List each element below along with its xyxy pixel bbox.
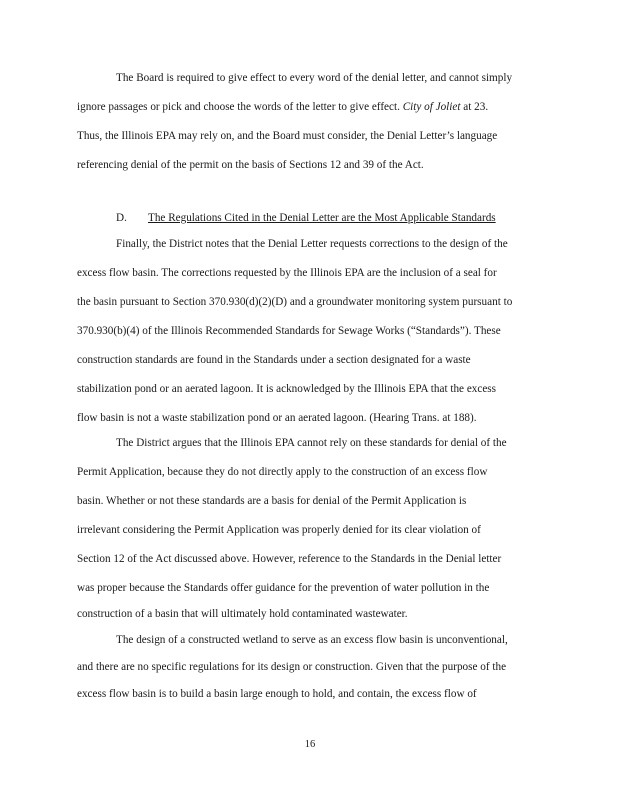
- page-number: 16: [304, 739, 316, 750]
- text-segment: ignore passages or pick and choose the words of the letter to give effect.: [77, 101, 400, 113]
- text-line: Section 12 of the Act discussed above. However, reference to the Standards in the Denial letter: [77, 553, 502, 565]
- text-line: The design of a constructed wetland to serve as an excess flow basin is unconventional,: [116, 634, 508, 646]
- citation-page: at 23.: [460, 101, 489, 113]
- text-line: excess flow basin. The corrections requested by the Illinois EPA are the inclusion of a seal for: [77, 267, 497, 279]
- text-line: flow basin is not a waste stabilization pond or an aerated lagoon. (Hearing Trans. at 188).: [77, 412, 477, 424]
- text-line: [77, 102, 488, 113]
- text-line: Permit Application, because they do not directly apply to the construction of an excess flow: [77, 466, 488, 478]
- text-line: The District argues that the Illinois EPA cannot rely on these standards for denial of the: [116, 437, 507, 449]
- text-line: construction of a basin that will ultimately hold contaminated wastewater.: [77, 608, 408, 620]
- text-line: Thus, the Illinois EPA may rely on, and the Board must consider, the Denial Letter’s language: [77, 130, 498, 142]
- text-line: the basin pursuant to Section 370.930(d)(2)(D) and a groundwater monitoring system pursuant to: [77, 296, 513, 308]
- text-line: Finally, the District notes that the Denial Letter requests corrections to the design of the: [116, 238, 508, 250]
- case-citation: City of Joliet: [402, 101, 461, 113]
- text-line: 370.930(b)(4) of the Illinois Recommended Standards for Sewage Works (“Standards”). These: [77, 325, 501, 337]
- text-line: construction standards are found in the Standards under a section designated for a waste: [77, 354, 471, 366]
- text-line: was proper because the Standards offer guidance for the prevention of water pollution in the: [77, 582, 490, 594]
- text-line: basin. Whether or not these standards are a basis for denial of the Permit Application is: [77, 495, 467, 507]
- text-line: irrelevant considering the Permit Application was properly denied for its clear violation of: [77, 524, 481, 536]
- text-line: stabilization pond or an aerated lagoon. It is acknowledged by the Illinois EPA that the excess: [77, 383, 497, 395]
- text-line: excess flow basin is to build a basin large enough to hold, and contain, the excess flow of: [77, 688, 477, 700]
- text-line: and there are no specific regulations for its design or construction. Given that the purpose of the: [77, 661, 507, 673]
- section-title: The Regulations Cited in the Denial Letter are the Most Applicable Standards: [148, 212, 496, 224]
- text-line: The Board is required to give effect to every word of the denial letter, and cannot simply: [116, 72, 513, 84]
- section-number: D.: [116, 212, 127, 224]
- text-line: referencing denial of the permit on the basis of Sections 12 and 39 of the Act.: [77, 159, 424, 171]
